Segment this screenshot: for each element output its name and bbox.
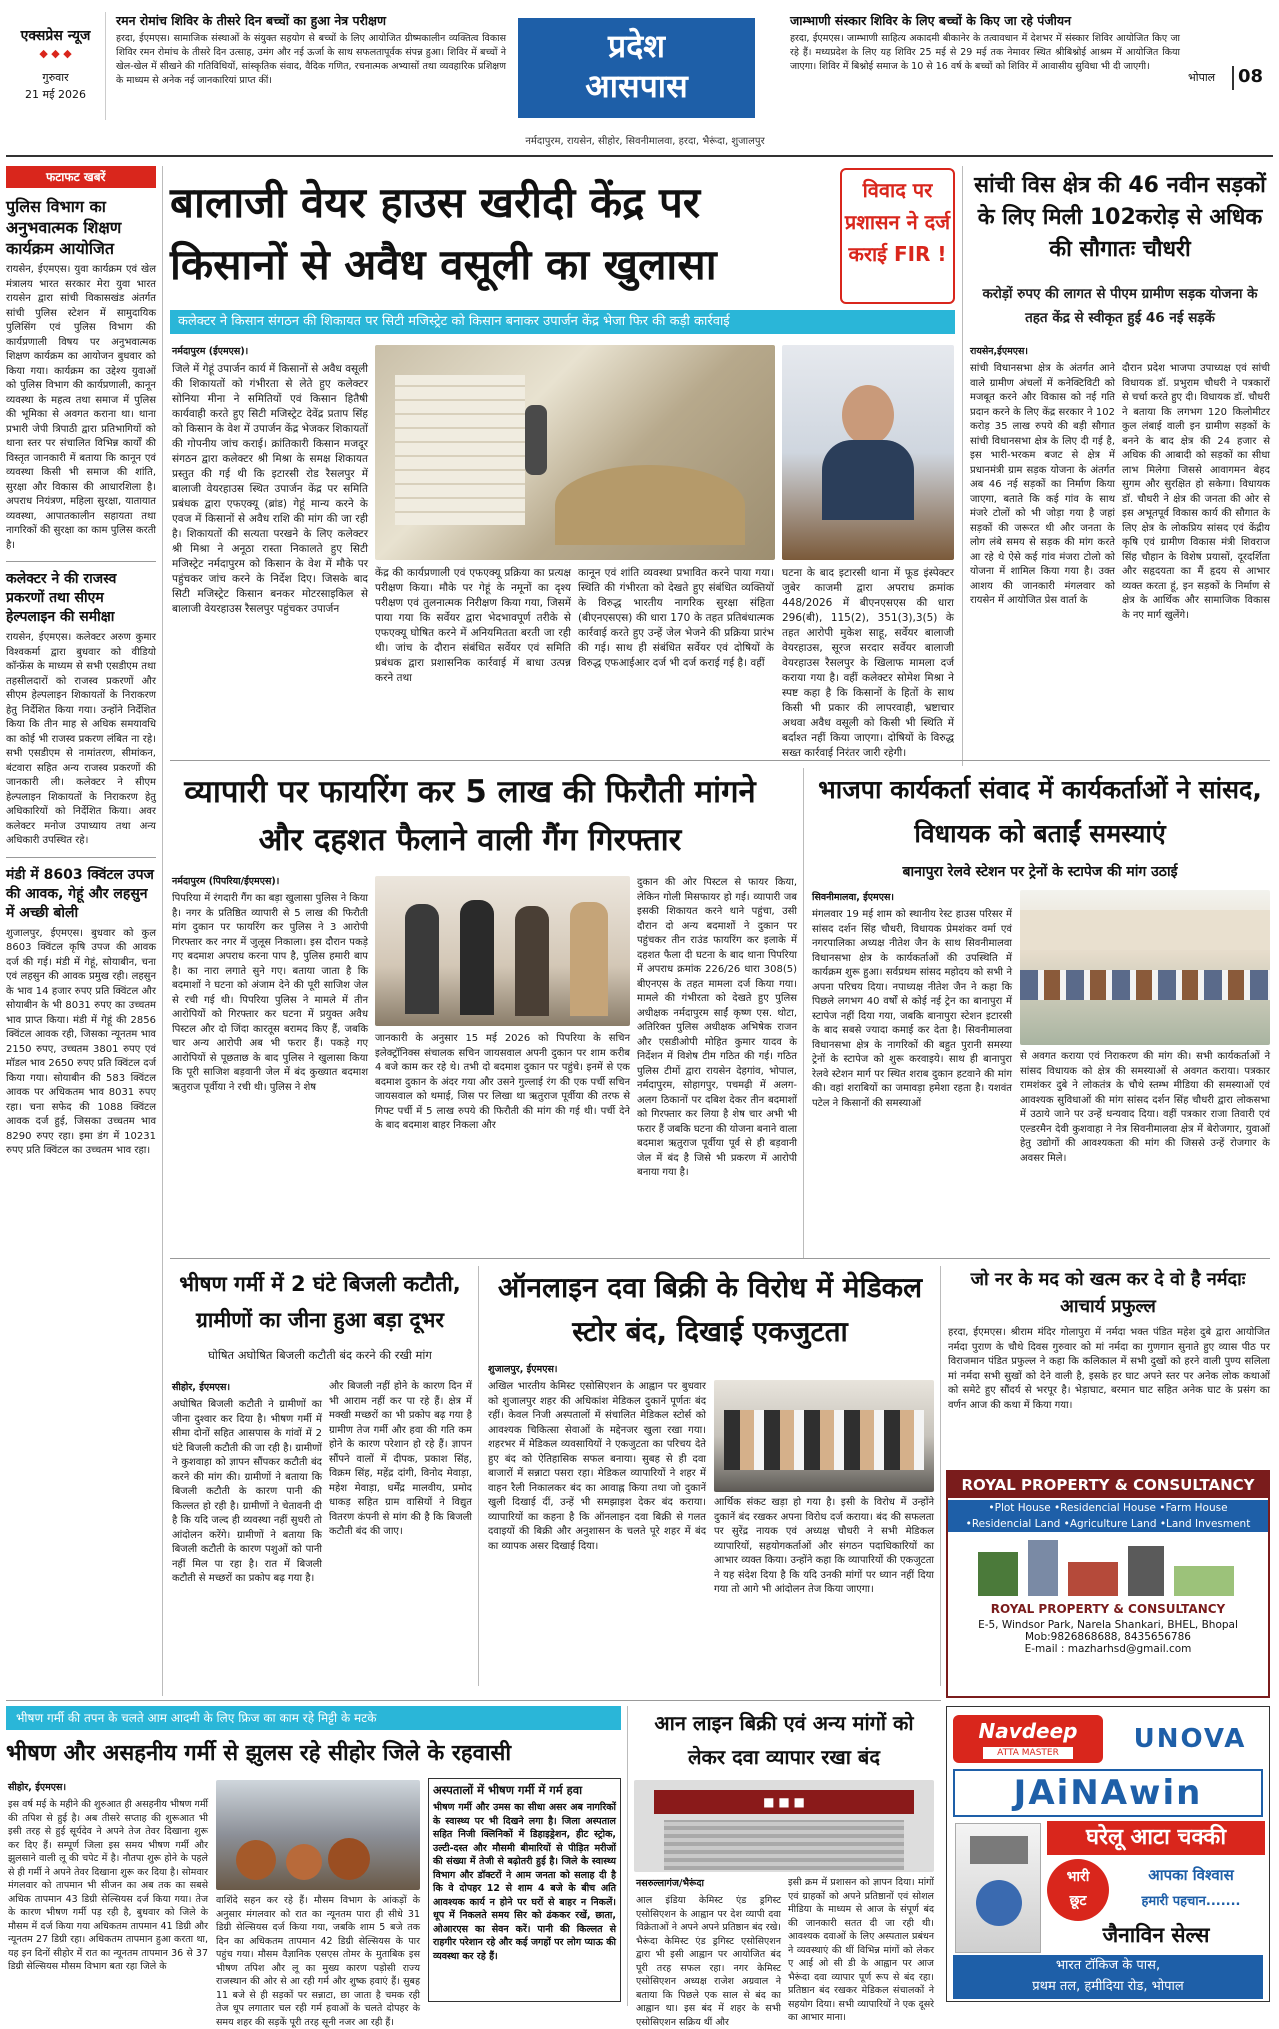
medical-store-photo — [634, 1780, 934, 1872]
discount-text-2: छूट — [1069, 1893, 1087, 1909]
royal-services-2: •Residencial Land •Agriculture Land •Land Invesment — [948, 1516, 1268, 1532]
section-title-top: प्रदेश — [608, 27, 665, 65]
lead-deck: कलेक्टर ने किसान संगठन की शिकायत पर सिटी मजिस्ट्रेट को किसान बनाकर उपार्जन केंद्र भेजा फिर की कड़ी कार्रवाई — [170, 310, 955, 334]
fatafat-label: फटाफट खबरें — [6, 166, 156, 188]
column-divider — [962, 166, 963, 766]
unova-logo: UNOVA — [1133, 1724, 1247, 1754]
sanchi-dateline: रायसेन,ईएमएस। — [970, 346, 1029, 357]
bjp-dateline: सिवनीमालवा, ईएमएस। — [812, 892, 895, 903]
masthead-date: 21 मई 2026 — [25, 88, 86, 101]
chakki-machine-illustration — [955, 1823, 1041, 1953]
lead-col-4: घटना के बाद इटारसी थाना में फूड इंस्पेक्टर जुबेर काजमी द्वारा अपराध क्रमांक 448/2026 में बीएनएसएस की धारा 296(बी), 115(2), 351(3),3(5) के तहत आरोपी मुकेश साहू, सर्वेयर बालाजी वेयरहाउस, सूरज सरदार सर्वेयर बालाजी वेयरहाउस रैसलपुर के खिलाफ मामला दर्ज कराया गया है। वहीं कलेक्टर सोमेश मिश्रा ने स्पष्ट कहा है कि किसानों के हितों के साथ किसी भी प्रकार की लापरवाही, भ्रष्टाचार अथवा अवैध वसूली को किसी भी स्थिति में बर्दाश्त नहीं किया जाएगा। दोषियों के विरुद्ध सख्त कार्रवाई निरंतर जारी रहेगी। — [782, 567, 954, 759]
dawa2-col-1: आल इंडिया केमिस्ट एंड ड्रगिस्ट एसोसिएशन के आह्वान पर देश व्यापी दवा विक्रेताओं ने अपने अपने प्रतिष्ठान बंद रखे। भैरूंदा केमिस्ट एंड ड्रगिस्ट एसोसिएशन द्वारा भी इसी आह्वान पर आयोजित बंद पूरी तरह सफल रहा। नगर केमिस्ट एसोसिएशन अध्यक्ष राजेश अग्रवाल ने बताया कि पिछले एक साल से बंद का आह्वान था। इस बंद में शहर के सभी एसोसिएशन सक्रिय थीं और — [636, 1895, 781, 2028]
lead-col-2: केंद्र की कार्यप्रणाली एवं एफएक्यू प्रक्रिया का प्रत्यक्ष परीक्षण किया। मौके पर गेहूं के नमूनों का दृश्य परीक्षण एवं तुलनात्मक निरीक्षण किया गया, जिसमें पाया गया कि सर्वेयर द्वारा भेदभावपूर्ण तरीके से एफएक्यू घोषित करने में अनियमितता बरती जा रही थी। जांच के दौरान संबंधित सर्वेयर एवं समिति प्रबंधक द्वारा प्रशासनिक कार्रवाई में बाधा उत्पन्न करने तथा — [375, 567, 571, 684]
column-divider — [162, 166, 163, 1696]
discount-text-1: भारी — [1066, 1869, 1090, 1885]
sanchi-deck: करोड़ों रुपए की लागत से पीएम ग्रामीण सड़क योजना के तहत केंद्र से स्वीकृत हुई 46 नई सड़कें — [982, 286, 1258, 326]
bijli-col-2: और बिजली नहीं होने के कारण दिन में भी आराम नहीं कर पा रहे हैं। क्षेत्र में मक्खी मच्छरों का भी प्रकोप बढ़ गया है ग्रामीण तेज गर्मी और हवा की गति कम होने के कारण परेशान हो रहे हैं। ज्ञापन सौंपने वालों में दीपक, प्रकाश सिंह, विक्रम सिंह, महेंद्र दांगी, विनोद मेवाड़ा, महेश मेवाड़ा, धर्मेंद्र मालवीय, प्रमोद धाकड़ सहित ग्राम वासियों ने विद्युत वितरण कंपनी से मांग की है कि बिजली कटौती बंद की जाए। — [329, 1381, 472, 1537]
chemists-group-photo — [714, 1380, 934, 1492]
bjp-meeting-photo — [1020, 890, 1270, 1045]
sehore-col-1: इस वर्ष मई के महीने की शुरुआत ही असहनीय भीषण गर्मी की तपिश से हुई है। अब तीसरे सप्ताह की शुरूआत भी इसी तरह से हुई सूर्यदेव ने अपने तेज तेवर दिखाना शुरू कर दिए हैं। सम्पूर्ण जिला इस समय भीषण गर्मी और झुलसाने वाली लू की चपेट में है। नौतपा शुरू होने के पहले से ही गर्मी ने अपने तेवर दिखाना शुरू कर दिया है। सोमवार मंगलवार को तापमान भी सीजन का अब तक का सबसे अधिक तापमान 43 डिग्री सेल्सियस दर्ज किया गया। तेज के कारण भीषण गर्मी पड़ रही है, बुधवार को जिले के मौसम में दर्ज किया गया अधिकतम तापमान 41 डिग्री और न्यूनतम 27 डिग्री रहा। अधिकतम तापमान हुआ करता था, यह इन दिनों सीहोर में रात का न्यूनतम तापमान 36 से 37 डिग्री सेल्सियस मौसम विभाग बता रहा जिले के — [8, 1799, 208, 1972]
navdeep-name: Navdeep — [978, 1719, 1078, 1743]
sanchi-col-1: सांची विधानसभा क्षेत्र के अंतर्गत आने वाले ग्रामीण अंचलों में कनेक्टिविटी को मजबूत करने और विकास को नई गति प्रदान करने के लिए केंद्र सरकार ने 102 करोड़ 35 लाख रुपये की बड़ी सौगात सांची विधानसभा क्षेत्र के लिए दी गई है, इस भारी-भरकम बजट से क्षेत्र में प्रधानमंत्री ग्राम सड़क योजना के अंतर्गत अब 46 नई सड़कों का निर्माण किया जाएगा, बताते कि कई गांव के साथ मंजरे टोलों को भी जोड़ा गया है जहां सड़कों की जरूरत थी और जनता के लोग लंबे समय से सड़क की मांग करते आ रहे थे ऐसे कई गांव मंजरा टोलो को योजना में शामिल किया गया है। उक्त आशय की जानकारी मंगलवार को रायसेन में आयोजित प्रेस वार्ता के — [970, 363, 1115, 606]
sales-address-1: भारत टॉकिज के पास, — [1055, 1958, 1161, 1973]
top-left-brief — [116, 12, 506, 120]
firing-col-2: जानकारी के अनुसार 15 मई 2026 को पिपरिया के सचिन इलेक्ट्रॉनिक्स संचालक सचिन जायसवाल अपनी दुकान पर शाम करीब 4 बजे काम कर रहे थे। तभी दो बदमाश दुकान पर पहुंचे। इनमें से एक बदमाश दुकान के अंदर गया और उसने गुल्लाई रंग की एक पर्ची सचिन जायसवाल को थमाई, जिस पर लिखा था ऋतुराज पूर्वीया की तरफ से गिफ्ट पर्ची में 5 लाख रुपये की फिरौती की मांग की गई थी। पर्ची देने के बाद बदमाश बाहर निकला और — [375, 1033, 630, 1131]
hospital-box-title: अस्पतालों में भीषण गर्मी में गर्म हवा — [433, 1783, 583, 1797]
brief-2-body: रायसेन, ईएमएस। कलेक्टर अरुण कुमार विश्वकर्मा द्वारा बुधवार को वीडियो कॉन्फ्रेंस के माध्यम से सभी एसडीएम तथा तहसीलदारों को राजस्व प्रकरणों और सीएम हेल्पलाइन शिकायतों के निराकरण हेतु निर्देशित किया गया। उन्होंने निर्देशित किया कि तीन माह से अधिक समयावधि का कोई भी राजस्व प्रकरण लंबित ना रहे। सभी एसडीएम से नामांतरण, सीमांकन, बंटवारा सहित अन्य राजस्व प्रकरणों की जानकारी ली। कलेक्टर ने सीएम हेल्पलाइन शिकायतों के निराकरण हेतु अधिकारियों को निर्देशित किया। अवर कलेक्टर मनोज उपाध्याय तथा अन्य अधिकारी उपस्थित रहे। — [6, 632, 156, 846]
store-signboard: ■ ■ ■ — [654, 1790, 914, 1814]
bijli-dateline: सीहोर, ईएमएस। — [172, 1382, 231, 1393]
top-right-brief — [790, 12, 1180, 120]
jainawin-ad — [946, 1706, 1270, 2002]
masthead-day: गुरुवार — [42, 71, 69, 84]
column-divider — [803, 768, 804, 1258]
brief-3-body: शुजालपुर, ईएमएस। बुधवार को कुल 8603 क्विंटल कृषि उपज की आवक दर्ज की गई। मंडी में गेहूं, सोयाबीन, चना एवं लहसुन की आवक प्रमुख रही। लहसुन के भाव 14 हजार रुपए प्रति क्विंटल और सोयाबीन के भी 8031 रुपए का उच्चतम भाव प्राप्त किया। मंडी में गेहूं की 2856 क्विंटल आवक रही, जिसका न्यूनतम भाव 2150 रुपए, उच्चतम 3801 रुपए एवं मॉडल भाव 2650 रुपए प्रति क्विंटल दर्ज किया गया। सोयाबीन की 583 क्विंटल आवक पर अधिकतम भाव 8031 रुपए रहा। चना सफेद की 1088 क्विंटल आवक दर्ज हुई, जिसका उच्चतम भाव 8290 रुपए रहा। इमा डंग में 10231 रुपए प्रति क्विंटल का उच्चतम भाव रहा। — [6, 927, 156, 1156]
royal-email: E-mail : mazharhsd@gmail.com — [1024, 1643, 1192, 1655]
hospital-box — [428, 1778, 621, 2002]
atta-chakki-title: घरेलू आटा चक्की — [1047, 1821, 1265, 1855]
column-divider — [940, 1266, 941, 1686]
firing-headline: व्यापारी पर फायरिंग कर 5 लाख की फिरौती मांगने और दहशत फैलाने वाली गैंग गिरफ्तार — [184, 774, 756, 858]
fir-badge: विवाद पर प्रशासन ने दर्ज कराई FIR ! — [840, 168, 955, 304]
dawa2-dateline: नसरुल्लागंज/भैरूंदा — [636, 1878, 704, 1889]
dawa2-headline: आन लाइन बिक्री एवं अन्य मांगों को लेकर दवा व्यापार रखा बंद — [654, 1711, 914, 1769]
dawa-col-2: आर्थिक संकट खड़ा हो गया है। इसी के विरोध में उन्होंने दुकानें बंद रखकर अपना विरोध दर्ज कराया। बंद की सफलता पर सुरेंद्र नायक एवं अध्यक्ष चौधरी ने सभी मेडिकल व्यापारियों, सहयोगकर्ताओं और संगठन पदाधिकारियों का आभार व्यक्त किया। उन्होंने कहा कि व्यापारियों की एकजुटता ने यह संदेश दिया है कि यदि उनकी मांगों पर ध्यान नहीं दिया गया तो आगे भी आंदोलन तेज किया जाएगा। — [714, 1497, 934, 1595]
firing-col-1: पिपरिया में रंगदारी गैंग का बड़ा खुलासा पुलिस ने किया है। नगर के प्रतिष्ठित व्यापारी से 5 लाख की फिरौती मांग दुकान पर फायरिंग कर पुलिस ने 3 आरोपी गिरफ्तार कर नगर में जुलूस निकाला। इस दौरान पकड़े गए बदमाश अपराध करना पाप है, पुलिस हमारी बाप है। का नारा लगाते सुने गए। बताया जाता है कि बदमाशों ने घटना को अंजाम देने की पूरी साजिश जेल से रची गई थी। पिपरिया पुलिस ने मामले में तीन आरोपियों को गिरफ्तार कर घटना में प्रयुक्त अवैध पिस्टल और दो जिंदा कारतूस बरामद किए हैं, जबकि चार अन्य आरोपी अब भी फरार हैं। पकड़े गए आरोपियों से पूछताछ के बाद पुलिस ने खुलासा किया कि पूरी साजिश बड़वानी जेल में बंद कुख्यात बदमाश ऋतुराज पूर्वीया ने रची थी। पुलिस ने शेष — [172, 893, 369, 1093]
fatafat-column — [6, 196, 156, 1516]
top-right-title: जाम्भाणी संस्कार शिविर के लिए बच्चों के किए जा रहे पंजीयन — [790, 13, 1072, 28]
sehore-banner: भीषण गर्मी की तपन के चलते आम आदमी के लिए फ्रिज का काम रहे मिट्टी के मटके — [6, 1706, 621, 1730]
lead-col-3: कानून एवं शांति व्यवस्था प्रभावित करने पाया गया। स्थिति की गंभीरता को देखते हुए संबंधित व्यक्तियों के विरुद्ध भारतीय नागरिक सुरक्षा संहिता (बीएनएसएस) की धारा 170 के तहत प्रतिबंधात्मक कार्रवाई करते हुए उन्हें जेल भेजने की प्रक्रिया प्रारंभ की गई। साथ ही संबंधित सर्वेयर एवं दोषियों के विरुद्ध एफआईआर दर्ज भी दर्ज कराई गई है। वहीं — [578, 567, 774, 669]
top-left-title: रमन रोमांच शिविर के तीसरे दिन बच्चों का हुआ नेत्र परीक्षण — [116, 13, 386, 28]
royal-property-ad — [946, 1470, 1270, 1698]
sales-name: जैनाविन सेल्स — [1102, 1923, 1210, 1947]
lead-dateline: नर्मदापुरम (ईएमएस)। — [172, 346, 249, 357]
section-title-box — [518, 18, 755, 118]
arrested-gang-photo — [375, 876, 630, 1026]
royal-address: E-5, Windsor Park, Narela Shankari, BHEL, Bhopal — [978, 1619, 1238, 1631]
sehore-dateline: सीहोर, ईएमएस। — [8, 1782, 67, 1793]
dawa2-col-2: इसी क्रम में प्रशासन को ज्ञापन दिया। मांगों एवं ग्राहकों को अपने प्रतिष्ठानों एवं सोशल मीडिया के माध्यम से आज के संपूर्ण बंद की जानकारी सतत दी जा रही थी। आवश्यक दवाओं के लिए अस्पताल प्रबंधन ने व्यवस्थाएं की थीं विभिन्न मांगों को लेकर ए आई ओ सी डी के आह्वान पर आज भैरूंदा दवा व्यापार पूर्ण रूप से बंद रहा। प्रतिष्ठान बंद रखकर मेडिकल संचालकों ने सहयोग दिया। सभी व्यापारियों ने एक दूसरे का आभार माना। — [788, 1877, 934, 2023]
jainawin-logo: JAiNAwin — [953, 1769, 1263, 1817]
top-left-body: हरदा, ईएमएस। सामाजिक संस्थाओं के संयुक्त सहयोग से बच्चों के लिए आयोजित ग्रीष्मकालीन व्यक्तित्व विकास शिविर रमन रोमांच के तीसरे दिन उत्साह, उमंग और नई ऊर्जा के साथ सफलतापूर्वक संपन्न हुआ। शिविर में बच्चों ने खेल-खेल में सीखने की गतिविधियों, सांस्कृतिक संवाद, वैदिक गणित, रचनात्मक अभ्यासों तथा व्यवहारिक प्रशिक्षण के माध्यम से अनेक नई जानकारियां प्राप्त कीं। — [116, 33, 506, 86]
bjp-col-1: मंगलवार 19 मई शाम को स्थानीय रेस्ट हाउस परिसर में सांसद दर्शन सिंह चौधरी, विधायक प्रेमशंकर वर्मा एवं नगरपालिका अध्यक्ष नीतेश जैन के साथ सिवनीमालवा विधानसभा क्षेत्र के कार्यकर्ताओं की उपस्थिति में कार्यक्रम शुरू हुआ। सर्वप्रथम सांसद महोदय को सभी ने अपना परिचय दिया। नपाध्यक्ष नीतेश जैन ने कहा कि पिछले लगभग 40 वर्षों से कोई नई ट्रेन का बानापुरा में स्टापेज नहीं दिया गया, जबकि बानापुरा स्टेशन इटारसी के बाद सबसे ज्यादा कमाई कर देता है। सिवनीमालवा विधानसभा क्षेत्र के नागरिकों की बहुत पुरानी समस्या ट्रेनों के स्टापेज को शुरू करवाइये। साथ ही बानापुरा रेलवे स्टेशन मार्ग पर स्थित शराब दुकान हटवाने की मांग की। वहां शराबियों का जमावड़ा हमेशा रहता है। यशवंत पटेल ने किसानों की समस्याओं — [812, 909, 1012, 1109]
dawa-dateline: शुजालपुर, ईएमएस। — [488, 1364, 558, 1375]
royal-title: ROYAL PROPERTY & CONSULTANCY — [948, 1472, 1268, 1498]
sales-address-2: प्रथम तल, हमीदिया रोड, भोपाल — [1032, 1979, 1184, 1994]
masthead-brand-block — [6, 12, 106, 120]
section-title-bottom: आसपास — [585, 67, 688, 105]
section-rule — [6, 1700, 941, 1701]
firing-dateline: नर्मदापुरम (पिपरिया/ईएमएस)। — [172, 876, 280, 887]
warehouse-photo — [375, 345, 775, 560]
section-rule — [170, 1258, 1270, 1259]
bijli-col-1: अघोषित बिजली कटौती ने ग्रामीणों का जीना दुश्वार कर दिया है। भीषण गर्मी में सीमा दोनों सहित आसपास के गांवों में 2 घंटे बिजली कटौती की जा रही है। ग्रामीणों ने कुशवाहा को ज्ञापन सौंपकर कटौती बंद करने की मांग की। ग्रामीणों ने बताया कि बिजली कटौती के कारण पानी की किल्लत हो रही है। ग्रामीणों ने चेतावनी दी है कि यदि जल्द ही व्यवस्था नहीं सुधरी तो आंदोलन करेंगे। ग्रामीणों ने बताया कि बिजली कटौती के कारण पशुओं को पानी नहीं मिल पा रहा है। रात में बिजली कटौती से मच्छरों का प्रकोप बढ़ गया है। — [172, 1399, 322, 1584]
column-divider — [478, 1266, 479, 1686]
sales-address-box — [953, 1955, 1263, 1999]
discount-burst — [1047, 1859, 1109, 1921]
masthead-rule — [6, 155, 1273, 157]
brief-3-title: मंडी में 8603 क्विंटल उपज की आवक, गेहूं और लहसुन में अच्छी बोली — [6, 866, 154, 921]
royal-mobile: Mob:9826868688, 8435656786 — [1025, 1631, 1191, 1643]
sehore-headline: भीषण और असहनीय गर्मी से झुलस रहे सीहोर जिले के रहवासी — [6, 1741, 512, 1766]
firing-col-3: दुकान की ओर पिस्टल से फायर किया, लेकिन गोली मिसफायर हो गई। व्यापारी जब इसकी शिकायत करने थाने पहुंचा, उसी दौरान दो अन्य बदमाशों ने दुकान पर पहुंचकर तीन राउंड फायरिंग कर इलाके में दहशत फैला दी घटना के बाद थाना पिपरिया में अपराध क्रमांक 226/26 धारा 308(5) बीएनएस के तहत मामला दर्ज किया गया। मामले की गंभीरता को देखते हुए पुलिस अधीक्षक नर्मदापुरम साईं कृष्ण एस. थोटा, अतिरिक्त पुलिस अधीक्षक अभिषेक राजन और एसडीओपी मोहित कुमार यादव के निर्देशन में विशेष टीम गठित की गई। गठित पुलिस टीमों द्वारा रायसेन देहगांव, भोपाल, नर्मदापुरम, सोहागपुर, पचमढ़ी में अलग-अलग ठिकानों पर दबिश देकर तीन बदमाशों को गिरफ्तार कर लिया है शेष चार अभी भी फरार हैं जबकि घटना की योजना बनाने वाला बदमाश ऋतुराज पूर्वीया पूर्व से ही बड़वानी जेल में बंद है जिसे भी प्रकरण में आरोपी बनाया गया है। — [637, 877, 797, 1178]
page-number: 08 — [1232, 66, 1272, 90]
narmada-body: हरदा, ईएमएस। श्रीराम मंदिर गोलापुरा में नर्मदा भक्त पंडित महेश दुबे द्वारा आयोजित नर्मदा पुराण के चौथे दिवस गुरुवार को मां नर्मदा का गुणगान सुनाते हुए व्यास पीठ पर विराजमान पंडित प्रफुल्ल ने कहा कि कलिकाल में सभी दुखों को हरने वाली पुण्य सलिला मां नर्मदा सभी सुखों को देने वाली है, इसके हर घाट अपने स्तर पर अनेक लोक कथाओं को समेटे हुए सौंदर्य से भरपूर है। भेड़ाघाट, बरमान घाट सहित अनेक घाट के प्रसंग का वर्णन आज की कथा में किया गया। — [948, 1327, 1270, 1411]
column-divider — [627, 1706, 628, 2006]
lead-headline: बालाजी वेयर हाउस खरीदी केंद्र पर किसानों से अवैध वसूली का खुलासा — [170, 178, 717, 289]
sanchi-col-2: दौरान प्रदेश भाजपा उपाध्यक्ष एवं सांची विधायक डॉ. प्रभुराम चौधरी ने पत्रकारों से चर्चा करते हुए दी। विधायक डॉ. चौधरी ने बताया कि लगभग 120 किलोमीटर कुल लंबाई वाली इन ग्रामीण सड़कों के बनने के बाद क्षेत्र की 24 हजार से अधिक की आबादी को सड़कों का सीधा लाभ मिलेगा जिससे आवागमन बेहद सुगम और सुरक्षित हो सकेगा। विधायक डॉ. चौधरी ने क्षेत्र की जनता की ओर से इस अभूतपूर्व विकास कार्य की सौगात के लिए क्षेत्र के लोकप्रिय सांसद एवं केंद्रीय कृषि एवं ग्रामीण विकास मंत्री शिवराज सिंह चौहान के विशेष प्रयासों, दूरदर्शिता और सहृदयता का मैं हृदय से आभार व्यक्त करता हूं, इन सड़कों के निर्माण से क्षेत्र के आर्थिक और सामाजिक विकास के नए मार्ग खुलेंगे। — [1122, 363, 1270, 621]
navdeep-logo — [953, 1715, 1103, 1763]
brief-2-title: कलेक्टर ने की राजस्व प्रकरणों तथा सीएम हेल्पलाइन की समीक्षा — [6, 571, 117, 625]
buildings-illustration — [968, 1538, 1248, 1596]
lead-col-1: जिले में गेहूं उपार्जन कार्य में किसानों से अवैध वसूली की शिकायतों को गंभीरता से लेते हुए कलेक्टर सोनिया मीना ने समितियों एवं किसान हितैषी कार्यवाही करते हुए सिटी मजिस्ट्रेट देवेंद्र प्रताप सिंह को किसान के वेश में उपार्जन केंद्र भेजकर शिकायतों की गोपनीय जांच कराई। क्रांतिकारी किसान मजदूर संगठन द्वारा कलेक्टर श्री मिश्रा के समक्ष शिकायत प्रस्तुत की गई थी कि इटारसी रोड रैसलपुर में बालाजी वेयरहाउस स्थित उपार्जन केंद्र पर समिति प्रबंधक द्वारा एफएक्यू (ब्रांड) गेहूं मान्य करने के एवज में किसानों से अवैध राशि की मांग की जा रही है। शिकायतों की सत्यता परखने के लिए कलेक्टर श्री मिश्रा ने अनूठा रास्ता निकालते हुए सिटी मजिस्ट्रेट नर्मदापुरम को किसान के वेश में मौके पर पहुंचकर जांच करने के निर्देश दिए। जिसके बाद सिटी मजिस्ट्रेट किसान बनकर मोटरसाइकिल से बालाजी वेयरहाउस रैसलपुर पहुंचकर उपार्जन — [172, 363, 368, 615]
bjp-col-2: से अवगत कराया एवं निराकरण की मांग की। सभी कार्यकर्ताओं ने सांसद विधायक को क्षेत्र की समस्याओं से अवगत कराया। पत्रकार रामशंकर दुबे ने लोकतंत्र के चौथे स्तम्भ मीडिया की समस्याओं एवं आवश्यक सुविधाओं की मांग सांसद दर्शन सिंह चौधरी द्वारा लोकसभा में उठाये जाने पर उन्हें धन्यवाद दिया। वहीं पत्रकार राजा तिवारी एवं एल्डरमैन देवी कुशवाहा ने नेत्र सिवनीमालवा क्षेत्र में बेरोजगार, युवाओं हेतु उद्योगों की आवश्यकता की मांग की जिससे उन्हें रोजगार के अवसर मिले। — [1020, 1051, 1270, 1164]
dawa-headline: ऑनलाइन दवा बिक्री के विरोध में मेडिकल स्टोर बंद, दिखाई एकजुटता — [497, 1271, 923, 1348]
sanchi-headline: सांची विस क्षेत्र की 46 नवीन सड़कों के लिए मिली 102करोड़ से अधिक की सौगातः चौधरी — [974, 173, 1266, 262]
navdeep-sub: ATTA MASTER — [983, 1747, 1073, 1759]
bjp-headline: भाजपा कार्यकर्ता संवाद में कार्यकर्ताओं ने सांसद, विधायक को बताईं समस्याएं — [818, 775, 1262, 848]
brief-1-body: रायसेन, ईएमएस। युवा कार्यक्रम एवं खेल मंत्रालय भारत सरकार मेरा युवा भारत रायसेन द्वारा सांची विकासखंड अंतर्गत सांची पुलिस स्टेशन में सामुदायिक पुलिसिंग एवं पुलिस विभाग की कार्यप्रणाली विषय पर अनुभवात्मक शिक्षण कार्यक्रम का आयोजन बुधवार को किया गया। कार्यक्रम का उद्देश्य युवाओं को पुलिस विभाग की कार्यप्रणाली, कानून व्यवस्था के महत्व तथा समाज में पुलिस की भूमिका से अवगत कराना था। थाना प्रभारी जेपी त्रिपाठी द्वारा प्रतिभागियों को थाना स्तर पर संचालित विभिन्न कार्यों की विस्तृत जानकारी में बताया कि कानून एवं व्यवस्था किसी भी समाज की शांति, सुरक्षा और विकास की आधारशिला है। अपराध नियंत्रण, महिला सुरक्षा, यातायात व्यवस्था, आपातकालीन सहायता तथा नागरिकों की सुरक्षा का काम पुलिस करती है। — [6, 264, 156, 551]
bijli-headline: भीषण गर्मी में 2 घंटे बिजली कटौती, ग्रामीणों का जीना हुआ बड़ा दूभर — [179, 1272, 461, 1332]
city-label: भोपाल — [1188, 71, 1216, 84]
top-right-body: हरदा, ईएमएस। जाम्भाणी साहित्य अकादमी बीकानेर के तत्वावधान में देशभर में संस्कार शिविर आयोजित किए जा रहे हैं। मध्यप्रदेश के लिए यह शिविर 25 मई से 29 मई तक नेमावर स्थित श्रीबिश्नोई आश्रम में आयोजित किया जाएगा। शिविर में बिश्नोई समाज के 10 से 16 वर्ष के बच्चों को शिविर में आवासीय सुविधा भी दी जाएगी। — [790, 33, 1180, 72]
hospital-box-body: भीषण गर्मी और उमस का सीधा असर अब नागरिकों के स्वास्थ्य पर भी दिखने लगा है। जिला अस्पताल सहित निजी क्लिनिकों में डिहाइड्रेशन, हीट स्ट्रोक, उल्टी-दस्त और मौसमी बीमारियों से पीड़ित मरीजों की संख्या में तेजी से बढ़ोतरी हुई है। जिले के स्वास्थ्य विभाग और डॉक्टरों ने आम जनता को सलाह दी है कि वे दोपहर 12 से शाम 4 बजे के बीच अति आवश्यक कार्य न होने पर घरों से बाहर न निकलें। धूप में निकलते समय सिर को ढंककर रखें, छाता, ओआरएस का सेवन करें। पानी की किल्लत से राहगीर परेशान रहे और कई जगहों पर लोग प्याऊ की व्यवस्था कर रहे हैं। — [433, 1802, 616, 1962]
royal-name: ROYAL PROPERTY & CONSULTANCY — [990, 1602, 1226, 1616]
ornament-icon: ◆ ◆ ◆ — [39, 47, 72, 60]
bijli-deck: घोषित अघोषित बिजली कटौती बंद करने की रखी मांग — [208, 1348, 432, 1362]
brief-1-title: पुलिस विभाग का अनुभवात्मक शिक्षण कार्यक्रम आयोजित — [6, 197, 122, 258]
vishwas-line-2: हमारी पहचान....... — [1141, 1894, 1241, 1909]
royal-services-1: •Plot House •Residencial House •Farm House — [948, 1500, 1268, 1516]
brand-name: एक्सप्रेस न्यूज — [20, 28, 91, 44]
bjp-deck: बानापुरा रेलवे स्टेशन पर ट्रेनों के स्टापेज की मांग उठाई — [902, 864, 1178, 880]
dawa-col-1: अखिल भारतीय केमिस्ट एसोसिएशन के आह्वान पर बुधवार को शुजालपुर शहर की अधिकांश मेडिकल दुकानें पूर्णतः बंद रहीं। केवल निजी अस्पतालों में संचालित मेडिकल स्टोर्स को आवश्यक चिकित्सा सेवाओं के मद्देनजर खुला रखा गया। शहरभर में मेडिकल व्यवसायियों ने एकजुटता का परिचय देते हुए बंद को ऐतिहासिक सफल बनाया। सुबह से ही दवा बाजारों में सन्नाटा पसरा रहा। मेडिकल व्यापारियों ने शहर में वाहन रैली निकालकर बंद का आवाह्न किया तथा जो दुकानें खुली दिखाई दीं, उन्हें भी समझाइश देकर बंद कराया। व्यापारियों का कहना है कि ऑनलाइन दवा बिक्री से गलत दवाइयों की बिक्री और अनुशासन के चलते पूरे शहर में बंद का व्यापक असर दिखाई दिया। — [488, 1381, 706, 1552]
districts-line: नर्मदापुरम, रायसेन, सीहोर, सिवनीमालवा, हरदा, भैरूंदा, शुजालपुर — [525, 136, 765, 147]
vishwas-line-1: आपका विश्वास — [1148, 1866, 1234, 1884]
sehore-col-2: वाशिंदे सहन कर रहे हैं। मौसम विभाग के आंकड़ों के अनुसार मंगलवार को रात का न्यूनतम पारा ही सीधे 31 डिग्री सेल्सियस दर्ज किया गया, जबकि शाम 5 बजे तक दिन का अधिकतम तापमान 42 डिग्री सेल्सियस के पार पहुंच गया। मौसम वैज्ञानिक एसएस तोमर के मुताबिक इस भीषण तपिश और लू का मुख्य कारण पड़ोसी राज्य राजस्थान की ओर से आ रही गर्म और शुष्क हवाएं हैं। सुबह 11 बजे से ही सड़कों पर सन्नाटा, छा जाता है चमक रही तेज धूप लगातार चल रही गर्म हवाओं के चलते दोपहर के समय शहर की सड़कें पूरी तरह सूनी नजर आ रही हैं। — [216, 1895, 420, 2028]
collector-photo — [782, 345, 954, 560]
narmada-headline: जो नर के मद को खत्म कर दे वो है नर्मदाः आचार्य प्रफुल्ल — [970, 1269, 1246, 1317]
matka-photo — [216, 1780, 420, 1890]
section-rule — [170, 760, 1270, 761]
